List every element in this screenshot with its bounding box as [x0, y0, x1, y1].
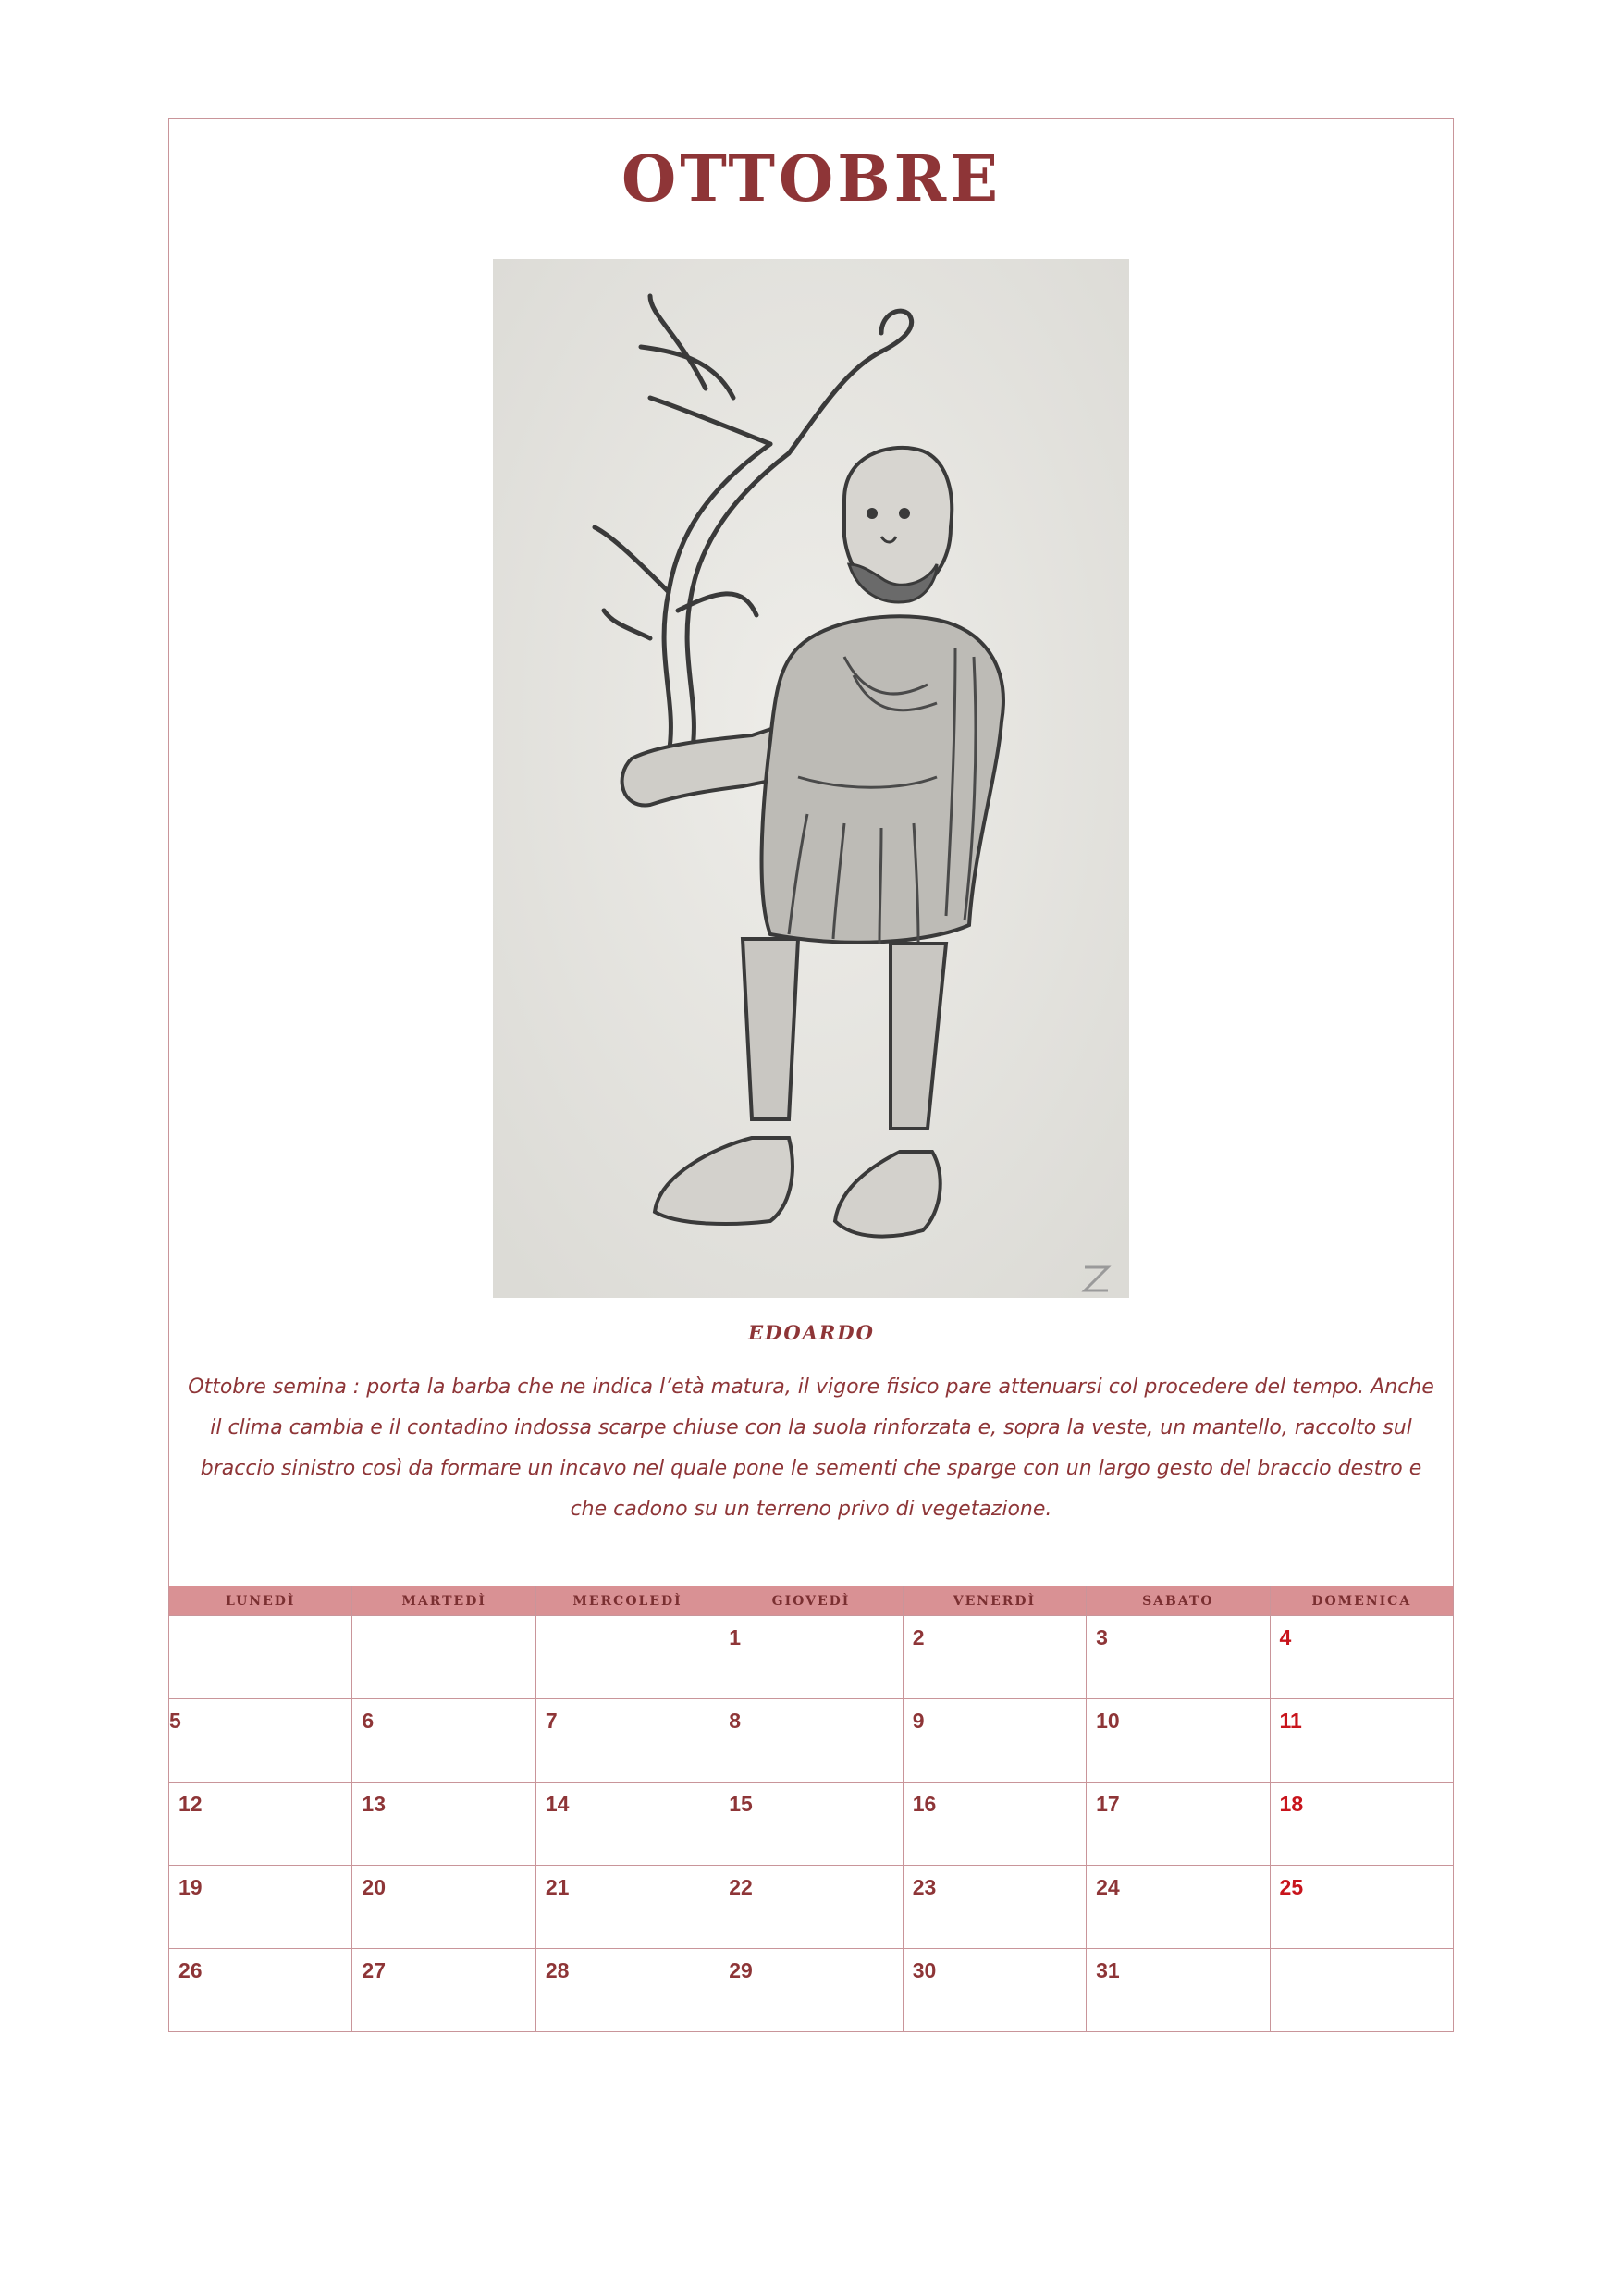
day-cell: 5 — [169, 1699, 352, 1783]
day-cell: 17 — [1087, 1783, 1270, 1866]
weekday-header: VENERDÌ — [903, 1586, 1086, 1616]
day-cell: 13 — [352, 1783, 535, 1866]
weekday-header: MARTEDÌ — [352, 1586, 535, 1616]
illustration — [493, 259, 1129, 1298]
day-cell: 22 — [719, 1866, 903, 1949]
week-row — [169, 1783, 1454, 1866]
weekday-header: GIOVEDÌ — [719, 1586, 903, 1616]
week-row — [169, 1866, 1454, 1949]
week-row — [169, 1949, 1454, 2032]
day-cell: 27 — [352, 1949, 535, 2032]
week-row — [169, 1699, 1454, 1783]
day-cell: 8 — [719, 1699, 903, 1783]
month-title: OTTOBRE — [621, 142, 1002, 216]
day-cell: 10 — [1087, 1699, 1270, 1783]
day-cell: 16 — [903, 1783, 1086, 1866]
day-cell: 21 — [535, 1866, 719, 1949]
day-cell: 30 — [903, 1949, 1086, 2032]
day-cell: 28 — [535, 1949, 719, 2032]
day-cell — [352, 1616, 535, 1699]
calendar-table — [168, 1586, 1454, 2032]
day-cell: 15 — [719, 1783, 903, 1866]
day-cell: 12 — [169, 1783, 352, 1866]
week-row — [169, 1616, 1454, 1699]
day-cell — [169, 1616, 352, 1699]
day-cell: 14 — [535, 1783, 719, 1866]
author-name: EDOARDO — [748, 1321, 875, 1344]
day-cell: 29 — [719, 1949, 903, 2032]
day-cell: 31 — [1087, 1949, 1270, 2032]
day-cell: 24 — [1087, 1866, 1270, 1949]
sower-drawing — [493, 259, 1129, 1298]
day-cell: 1 — [719, 1616, 903, 1699]
day-cell-sunday: 18 — [1270, 1783, 1453, 1866]
day-cell-sunday — [1270, 1949, 1453, 2032]
weekday-header: SABATO — [1087, 1586, 1270, 1616]
day-cell: 20 — [352, 1866, 535, 1949]
day-cell — [535, 1616, 719, 1699]
weekday-header: LUNEDÌ — [169, 1586, 352, 1616]
day-cell: 26 — [169, 1949, 352, 2032]
day-cell: 23 — [903, 1866, 1086, 1949]
day-cell: 19 — [169, 1866, 352, 1949]
day-cell: 2 — [903, 1616, 1086, 1699]
weekday-header: MERCOLEDÌ — [535, 1586, 719, 1616]
day-cell: 7 — [535, 1699, 719, 1783]
day-cell: 6 — [352, 1699, 535, 1783]
day-cell: 9 — [903, 1699, 1086, 1783]
day-cell-sunday: 4 — [1270, 1616, 1453, 1699]
weekday-header: DOMENICA — [1270, 1586, 1453, 1616]
day-cell-sunday: 11 — [1270, 1699, 1453, 1783]
day-cell-sunday: 25 — [1270, 1866, 1453, 1949]
day-cell: 3 — [1087, 1616, 1270, 1699]
description-text: Ottobre semina : porta la barba che ne indica l’età matura, il vigore fisico pare attenuarsi col procedere del tempo. Anche il clima cambia e il contadino indossa scarpe chiuse con la suola rinforzata e, sopra la veste, un mantello, raccolto sul braccio sinistro così da formare un incavo nel quale pone le sementi che sparge con un largo gesto del braccio destro e che cadono su un terreno privo di vegetazione. — [188, 1376, 1434, 1521]
weekday-header-row — [169, 1586, 1454, 1616]
